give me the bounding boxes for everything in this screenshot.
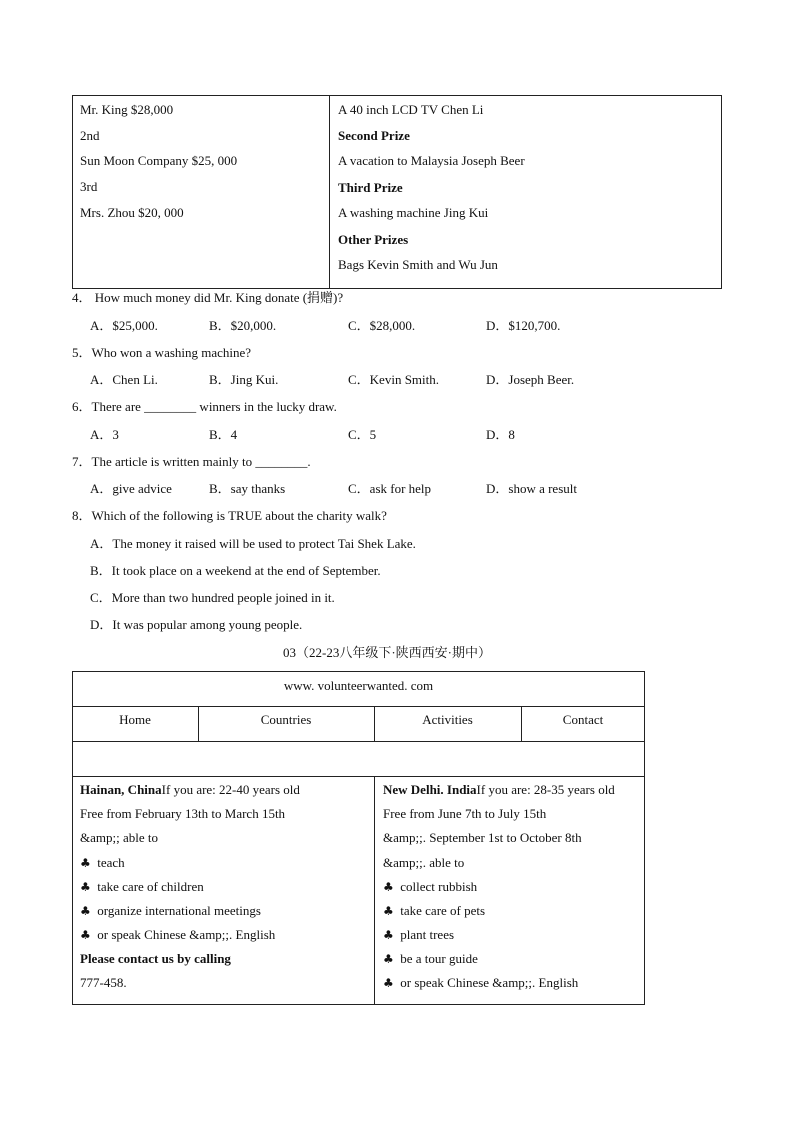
prize-heading: Third Prize [338,180,403,195]
answer-option: A．give advice [90,481,172,496]
answer-option: B．Jing Kui. [209,372,279,387]
answer-option: C．More than two hundred people joined in it. [90,590,335,605]
club-icon: ♣ [383,880,394,894]
nav-home[interactable]: Home [119,712,151,727]
bullet-item: ♣ collect rubbish [383,879,478,894]
listing-age: If you are: 22-40 years old [161,782,300,797]
prize-table-right-line: A washing machine Jing Kui [338,205,489,220]
club-icon: ♣ [383,928,394,942]
club-icon: ♣ [80,856,91,870]
content-divider [374,776,375,1005]
club-icon: ♣ [383,952,394,966]
prize-heading: Other Prizes [338,232,409,247]
answer-option: C．5 [348,427,377,442]
listing-line: &amp;;. September 1st to October 8th [383,830,582,845]
question-stem: 8．Which of the following is TRUE about the charity walk? [72,508,387,523]
bullet-item: ♣ teach [80,855,125,870]
prize-table-divider [329,95,330,289]
prize-table-left-line: Mrs. Zhou $20, 000 [80,205,184,220]
phone-number: 777-458. [80,975,127,990]
listing-line: &amp;;. able to [383,855,465,870]
row-divider [72,706,645,707]
answer-option: D．It was popular among young people. [90,617,303,632]
answer-option: B．4 [209,427,238,442]
answer-option: D．8 [486,427,515,442]
nav-activities[interactable]: Activities [422,712,473,727]
answer-option: A．$25,000. [90,318,158,333]
listing-line: Free from February 13th to March 15th [80,806,286,821]
answer-option: D．$120,700. [486,318,561,333]
answer-option: D．show a result [486,481,577,496]
listing-age: If you are: 28-35 years old [476,782,615,797]
website-url: www. volunteerwanted. com [283,678,434,693]
bullet-item: ♣ or speak Chinese &amp;;. English [383,975,579,990]
bullet-item: ♣ plant trees [383,927,455,942]
contact-label: Please contact us by calling [80,951,231,966]
question-stem: 7．The article is written mainly to ________. [72,454,311,469]
nav-countries[interactable]: Countries [260,712,312,727]
answer-option: C．ask for help [348,481,432,496]
question-stem: 4． How much money did Mr. King donate (捐赠)? [72,290,344,305]
answer-option: A．The money it raised will be used to protect Tai Shek Lake. [90,536,416,551]
row-divider [72,776,645,777]
question-stem: 5．Who won a washing machine? [72,345,252,360]
answer-option: C．$28,000. [348,318,416,333]
listing-place: Hainan, China [80,782,162,797]
prize-table-left-line: Sun Moon Company $25, 000 [80,153,238,168]
answer-option: B．say thanks [209,481,286,496]
prize-table-right-line: A 40 inch LCD TV Chen Li [338,102,484,117]
prize-table-left-line: 3rd [80,179,98,194]
row-divider [72,741,645,742]
bullet-item: ♣ take care of pets [383,903,486,918]
listing-place: New Delhi. India [383,782,477,797]
answer-option: D．Joseph Beer. [486,372,575,387]
prize-table-left-line: Mr. King $28,000 [80,102,174,117]
question-stem: 6．There are ________ winners in the lucky draw. [72,399,337,414]
answer-option: B．It took place on a weekend at the end of September. [90,563,381,578]
bullet-item: ♣ or speak Chinese &amp;;. English [80,927,276,942]
listing-header [383,782,615,798]
prize-table-right-line: A vacation to Malaysia Joseph Beer [338,153,525,168]
answer-option: C．Kevin Smith. [348,372,440,387]
prize-table-right-line: Bags Kevin Smith and Wu Jun [338,257,498,272]
section-title: 03（22-23八年级下·陕西西安·期中） [283,645,491,660]
answer-option: A．3 [90,427,119,442]
bullet-item: ♣ take care of children [80,879,204,894]
nav-contact[interactable]: Contact [562,712,604,727]
club-icon: ♣ [383,904,394,918]
club-icon: ♣ [80,880,91,894]
bullet-item: ♣ be a tour guide [383,951,478,966]
club-icon: ♣ [383,976,394,990]
listing-line: &amp;; able to [80,830,158,845]
prize-table-left-line: 2nd [80,128,100,143]
answer-option: B．$20,000. [209,318,277,333]
prize-heading: Second Prize [338,128,410,143]
listing-line: Free from June 7th to July 15th [383,806,547,821]
listing-header [80,782,300,798]
club-icon: ♣ [80,904,91,918]
answer-option: A．Chen Li. [90,372,158,387]
club-icon: ♣ [80,928,91,942]
bullet-item: ♣ organize international meetings [80,903,261,918]
